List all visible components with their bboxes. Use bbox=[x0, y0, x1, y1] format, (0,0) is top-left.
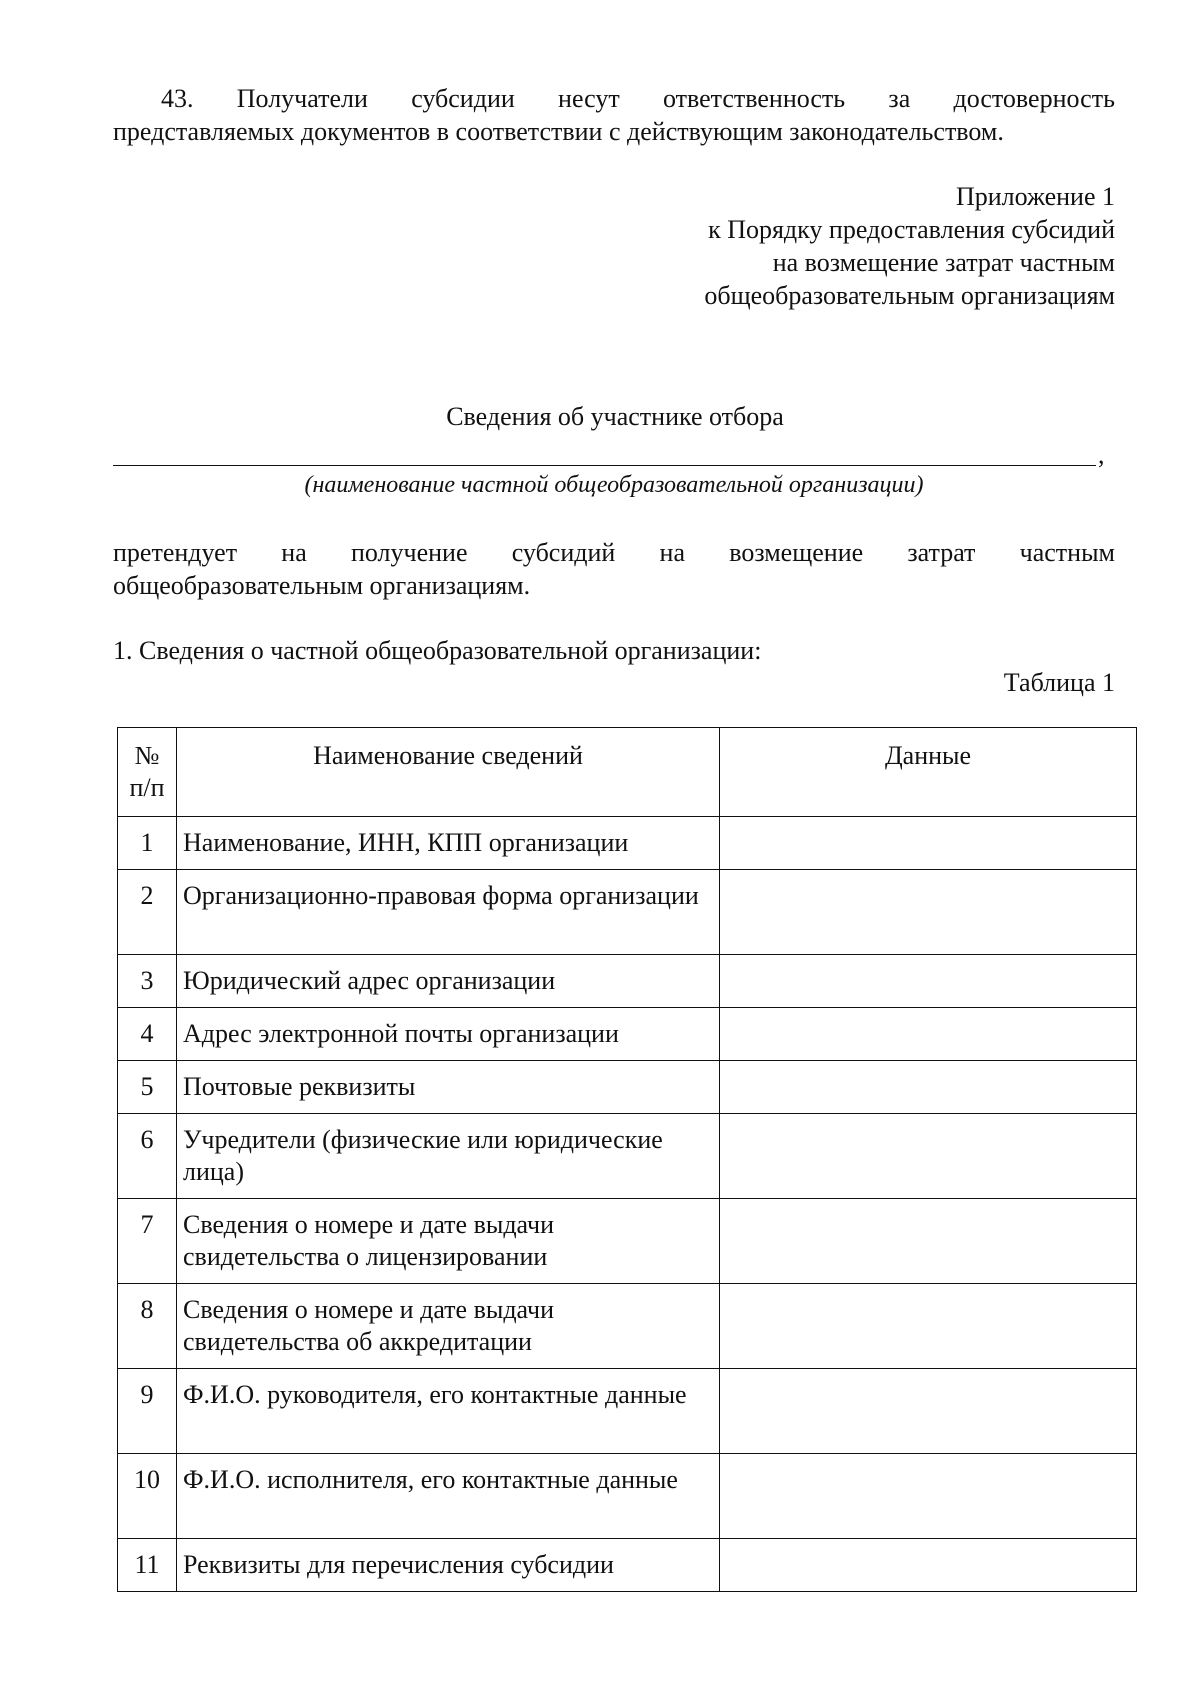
table-row bbox=[118, 1199, 1137, 1284]
row-value-cell[interactable] bbox=[720, 1061, 1137, 1114]
row-value-cell[interactable] bbox=[720, 1008, 1137, 1061]
row-value-cell[interactable] bbox=[720, 870, 1137, 955]
row-name: Реквизиты для перечисления субсидии bbox=[177, 1539, 720, 1592]
row-number: 5 bbox=[118, 1061, 177, 1114]
table-row bbox=[118, 870, 1137, 955]
paragraph-word: 43. bbox=[161, 84, 194, 113]
table-row bbox=[118, 1284, 1137, 1369]
table-row bbox=[118, 1539, 1137, 1592]
paragraph-43 bbox=[113, 82, 1115, 148]
paragraph-word: несут bbox=[558, 84, 620, 113]
appendix-line3: на возмещение затрат частным bbox=[772, 248, 1115, 277]
row-value-cell[interactable] bbox=[720, 1539, 1137, 1592]
appendix-line2: к Порядку предоставления субсидий bbox=[708, 215, 1115, 244]
row-value-cell[interactable] bbox=[720, 1454, 1137, 1539]
header-number-line1: № bbox=[134, 741, 160, 770]
table-row bbox=[118, 955, 1137, 1008]
claim-word: получение bbox=[350, 538, 468, 567]
row-number: 3 bbox=[118, 955, 177, 1008]
header-name: Наименование сведений bbox=[177, 728, 720, 817]
row-value-cell[interactable] bbox=[720, 1199, 1137, 1284]
row-number: 8 bbox=[118, 1284, 177, 1369]
claim-word: на bbox=[281, 538, 307, 567]
row-value-cell[interactable] bbox=[720, 817, 1137, 870]
row-name: Почтовые реквизиты bbox=[177, 1061, 720, 1114]
paragraph-43-line2: представляемых документов в соответствии с действующим законодательством. bbox=[113, 117, 1004, 146]
table-header-row bbox=[118, 728, 1137, 817]
organization-name-caption: (наименование частной общеобразовательной организации) bbox=[304, 472, 924, 498]
paragraph-word: субсидии bbox=[411, 84, 515, 113]
row-name: Наименование, ИНН, КПП организации bbox=[177, 817, 720, 870]
header-number-line2: п/п bbox=[129, 773, 165, 802]
row-name: Сведения о номере и дате выдачи свидетельства об аккредитации bbox=[177, 1284, 720, 1369]
table-row bbox=[118, 817, 1137, 870]
appendix-line4: общеобразовательным организациям bbox=[704, 281, 1115, 310]
claim-word: на bbox=[659, 538, 685, 567]
row-number: 4 bbox=[118, 1008, 177, 1061]
organization-info-table bbox=[117, 727, 1137, 1592]
header-number bbox=[118, 728, 177, 817]
table-row bbox=[118, 1114, 1137, 1199]
row-value-cell[interactable] bbox=[720, 1114, 1137, 1199]
row-name: Адрес электронной почты организации bbox=[177, 1008, 720, 1061]
paragraph-word: ответственность bbox=[662, 84, 846, 113]
organization-name-blank bbox=[113, 465, 1096, 466]
row-name: Сведения о номере и дате выдачи свидетельства о лицензировании bbox=[177, 1199, 720, 1284]
row-number: 11 bbox=[118, 1539, 177, 1592]
row-name: Юридический адрес организации bbox=[177, 955, 720, 1008]
row-number: 6 bbox=[118, 1114, 177, 1199]
document-title: Сведения об участнике отбора bbox=[446, 402, 784, 431]
header-data: Данные bbox=[720, 728, 1137, 817]
claim-word: возмещение bbox=[729, 538, 864, 567]
row-name: Ф.И.О. исполнителя, его контактные данные bbox=[177, 1454, 720, 1539]
paragraph-word: Получатели bbox=[236, 84, 368, 113]
claim-line2: общеобразовательным организациям. bbox=[113, 571, 531, 600]
paragraph-43-line1 bbox=[113, 82, 1115, 115]
appendix-header bbox=[704, 180, 1115, 312]
table-row bbox=[118, 1454, 1137, 1539]
table-row bbox=[118, 1369, 1137, 1454]
row-value-cell[interactable] bbox=[720, 1284, 1137, 1369]
appendix-line1: Приложение 1 bbox=[955, 182, 1115, 211]
row-number: 9 bbox=[118, 1369, 177, 1454]
row-value-cell[interactable] bbox=[720, 1369, 1137, 1454]
table-label: Таблица 1 bbox=[1003, 668, 1115, 697]
paragraph-word: достоверность bbox=[953, 84, 1115, 113]
table-row bbox=[118, 1061, 1137, 1114]
row-name: Ф.И.О. руководителя, его контактные данные bbox=[177, 1369, 720, 1454]
row-name: Учредители (физические или юридические лица) bbox=[177, 1114, 720, 1199]
claim-word: претендует bbox=[113, 538, 238, 567]
row-number: 1 bbox=[118, 817, 177, 870]
claim-paragraph bbox=[113, 536, 1115, 602]
paragraph-word: за bbox=[888, 84, 911, 113]
row-number: 10 bbox=[118, 1454, 177, 1539]
section-heading: 1. Сведения о частной общеобразовательной организации: bbox=[113, 636, 762, 665]
row-value-cell[interactable] bbox=[720, 955, 1137, 1008]
table-row bbox=[118, 1008, 1137, 1061]
row-number: 7 bbox=[118, 1199, 177, 1284]
claim-word: частным bbox=[1019, 538, 1115, 567]
row-number: 2 bbox=[118, 870, 177, 955]
blank-trailing-comma: , bbox=[1098, 440, 1105, 469]
claim-word: субсидий bbox=[511, 538, 616, 567]
claim-word: затрат bbox=[907, 538, 976, 567]
claim-line1 bbox=[113, 536, 1115, 569]
row-name: Организационно-правовая форма организации bbox=[177, 870, 720, 955]
